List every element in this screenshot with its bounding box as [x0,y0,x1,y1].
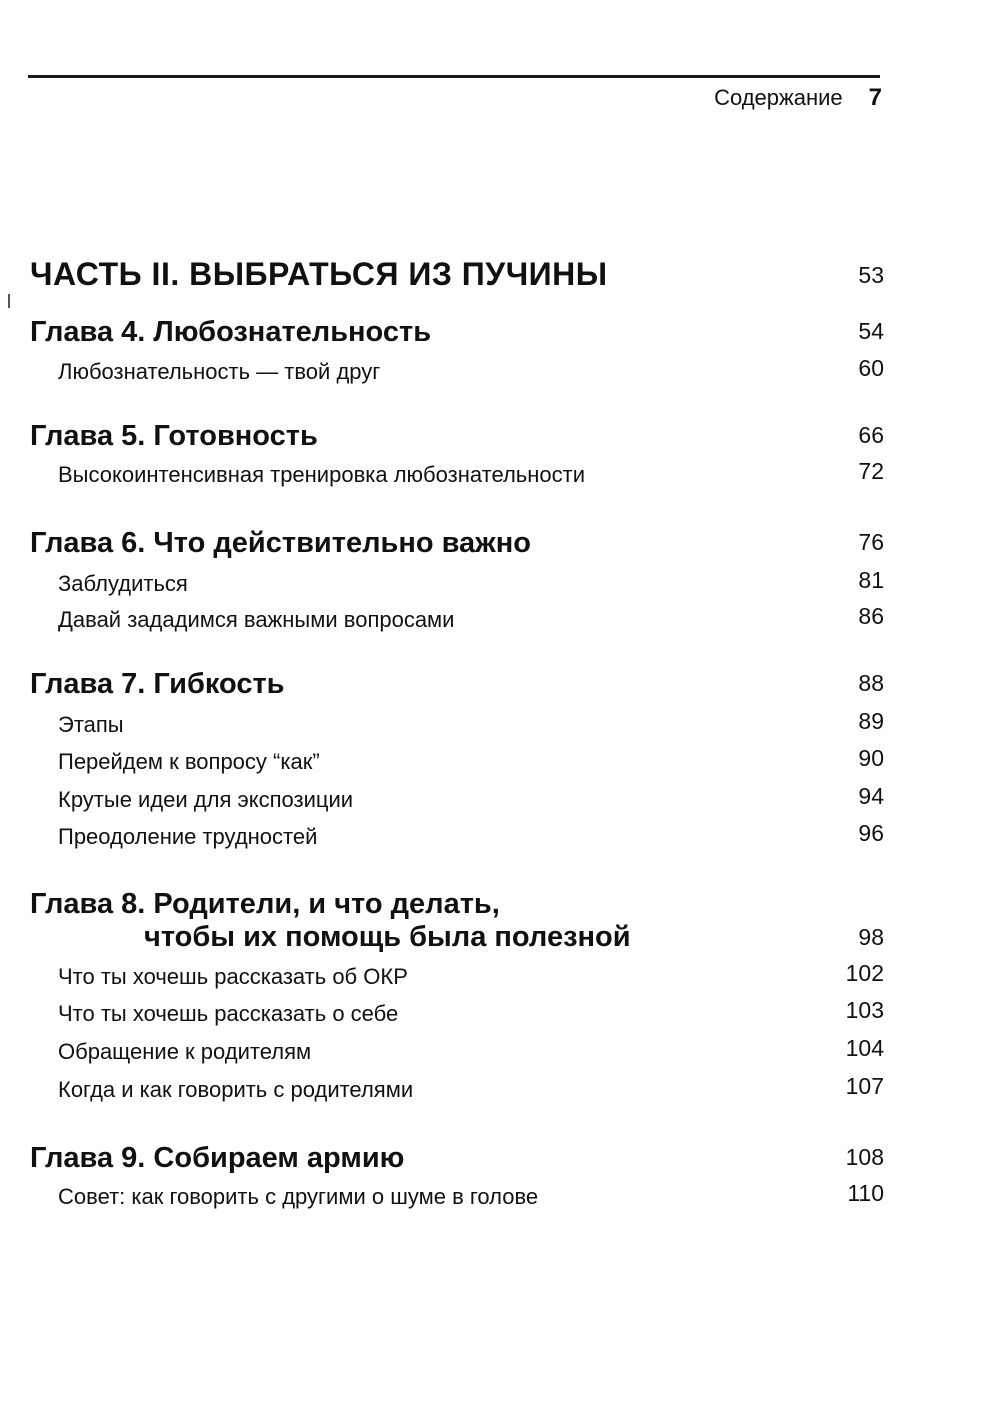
toc-page-number: 108 [845,1144,884,1170]
toc-page-number: 94 [858,783,884,809]
toc-page-number: 110 [847,1180,884,1206]
toc-section-label: Что ты хочешь рассказать об ОКР [58,964,408,989]
toc-page-number: 66 [858,422,884,448]
toc-chapter-label: Глава 5. Готовность [30,420,318,452]
running-head [714,84,882,112]
toc-page-number: 90 [858,745,884,771]
toc-chapter-label-line2: чтобы их помощь была полезной [144,921,631,953]
toc-chapter-label: Глава 9. Собираем армию [30,1142,405,1174]
toc-page-number: 104 [845,1035,884,1061]
toc-page-number: 102 [845,960,884,986]
toc-section-label: Заблудиться [58,571,188,596]
toc-page-number: 89 [858,708,884,734]
toc-section-label: Перейдем к вопросу “как” [58,749,320,774]
toc-page-number: 96 [858,820,884,846]
toc-section-label: Что ты хочешь рассказать о себе [58,1001,399,1026]
toc-section-label: Когда и как говорить с родителями [58,1077,414,1102]
toc-section-label: Совет: как говорить с другими о шуме в голове [58,1184,539,1209]
toc-section-label: Любознательность — твой друг [58,359,381,384]
toc-chapter-label: Глава 4. Любознательность [30,316,432,348]
margin-mark [8,294,10,308]
toc-section-label: Высокоинтенсивная тренировка любознательности [58,462,586,487]
toc-part-label: ЧАСТЬ II. ВЫБРАТЬСЯ ИЗ ПУЧИНЫ [30,256,608,292]
toc-page-number: 54 [858,318,884,344]
toc-chapter-label: Глава 7. Гибкость [30,668,285,700]
toc-page-number: 88 [858,670,884,696]
toc-chapter-label-line1: Глава 8. Родители, и что делать, [30,888,500,920]
toc-chapter-label [30,888,631,954]
toc-page-number: 53 [858,262,884,288]
toc-page-number: 98 [858,924,884,950]
toc-page-number: 60 [858,355,884,381]
toc-page-number: 107 [845,1073,884,1099]
toc-chapter-label: Глава 6. Что действительно важно [30,527,531,559]
toc-page-number: 81 [858,567,884,593]
toc-section-label: Давай зададимся важными вопросами [58,607,455,632]
toc-page-number: 72 [858,458,884,484]
toc-page-number: 76 [858,529,884,555]
toc-section-label: Этапы [58,712,124,737]
toc-section-label: Крутые идеи для экспозиции [58,787,354,812]
toc-page-number: 103 [845,997,884,1023]
toc-page-number: 86 [858,603,884,629]
header-rule [28,75,880,78]
running-head-title: Содержание [714,85,843,110]
toc-section-label: Преодоление трудностей [58,824,318,849]
running-head-page-number: 7 [868,84,882,111]
toc-section-label: Обращение к родителям [58,1039,312,1064]
